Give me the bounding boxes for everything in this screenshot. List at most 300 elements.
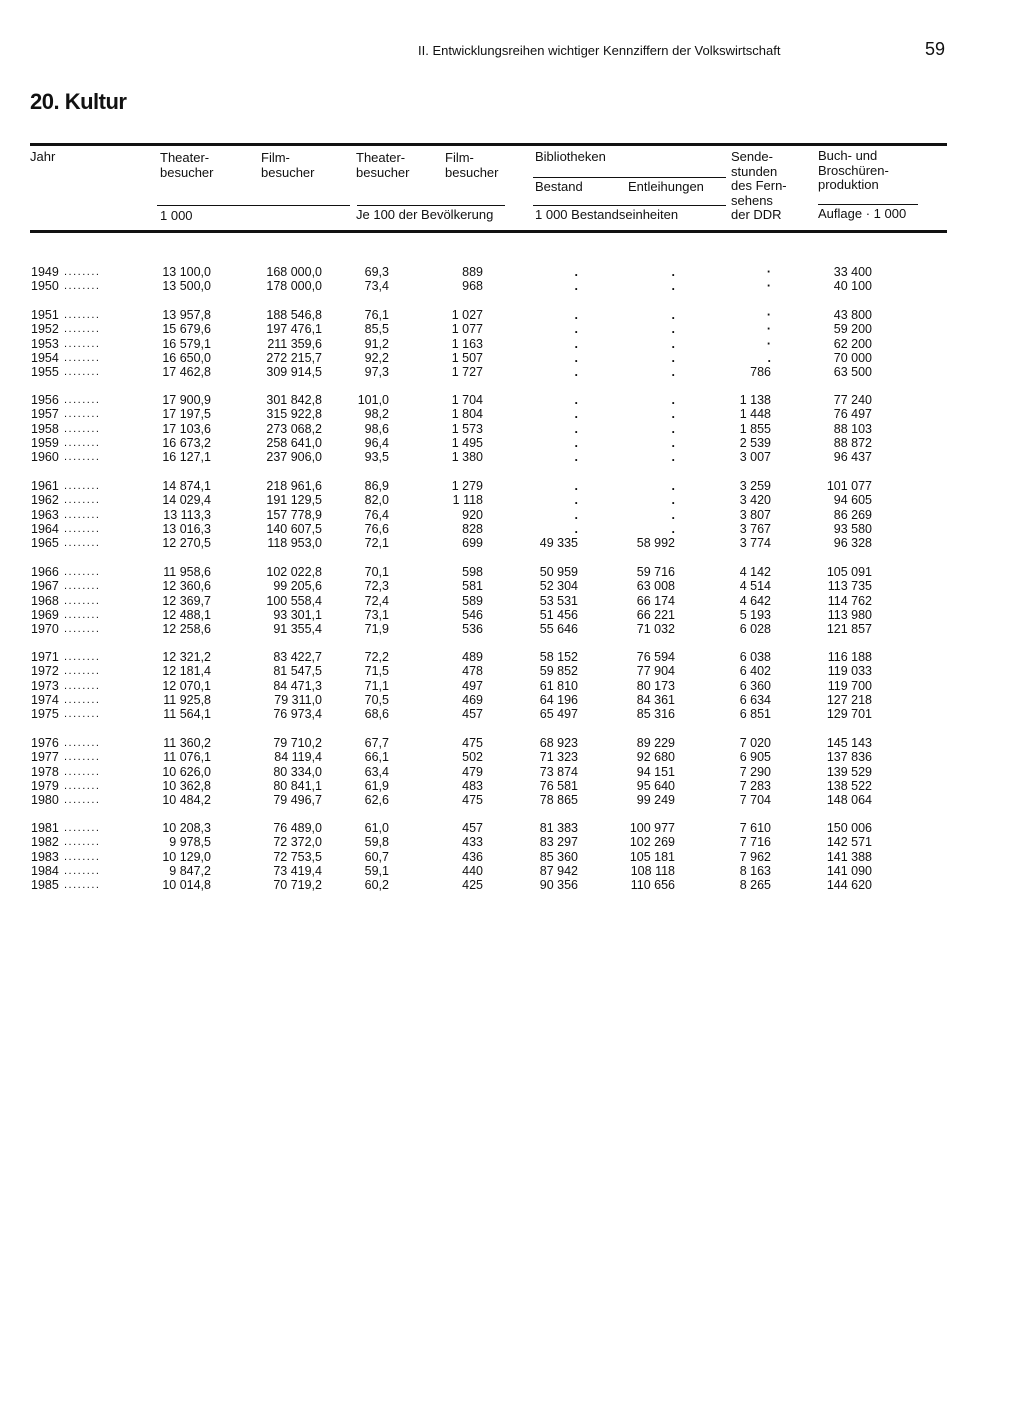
cell-theaterbesucher: 13 500,0 [162, 279, 211, 294]
cell-filmbesucher: 188 546,8 [266, 308, 322, 322]
header-line: Theater- [356, 150, 406, 165]
cell-filmbesucher-je100: 479 [462, 764, 483, 779]
cell-filmbesucher-je100: 598 [462, 565, 483, 579]
cell-bestand: . [574, 421, 578, 436]
cell-filmbesucher: 79 496,7 [273, 793, 322, 808]
cell-sendestunden: 3 807 [739, 507, 771, 522]
cell-bestand: . [574, 308, 578, 322]
cell-bestand: 68 923 [539, 736, 578, 750]
header-line: Film- [261, 150, 290, 165]
cell-filmbesucher-je100: 968 [462, 279, 483, 294]
cell-filmbesucher: 191 129,5 [266, 493, 322, 508]
cell-jahr: 1965 [31, 536, 59, 551]
cell-filmbesucher-je100: 536 [462, 622, 483, 637]
cell-filmbesucher-je100: 1 118 [452, 493, 483, 508]
cell-jahr: 1957 [31, 407, 59, 422]
table-row [0, 650, 1024, 664]
cell-theaterbesucher: 14 874,1 [162, 479, 211, 493]
cell-buchproduktion: 142 571 [826, 835, 872, 850]
leader-dots: ........ [64, 836, 101, 849]
cell-bestand: 58 152 [539, 650, 578, 664]
cell-theaterbesucher-je100: 92,2 [364, 350, 389, 365]
cell-buchproduktion: 88 872 [833, 435, 872, 450]
cell-jahr: 1951 [31, 308, 59, 322]
cell-theaterbesucher-je100: 62,6 [364, 793, 389, 808]
cell-theaterbesucher-je100: 66,1 [364, 750, 389, 765]
leader-dots: ........ [64, 580, 101, 593]
cell-filmbesucher-je100: 1 495 [451, 435, 483, 450]
cell-filmbesucher: 84 471,3 [273, 678, 322, 693]
cell-theaterbesucher: 17 462,8 [162, 365, 211, 380]
cell-buchproduktion: 114 762 [827, 593, 872, 608]
header-line: produktion [818, 177, 879, 192]
cell-theaterbesucher-je100: 85,5 [364, 322, 389, 337]
leader-dots: ........ [64, 451, 101, 464]
cell-filmbesucher-je100: 475 [462, 793, 483, 808]
cell-entleihungen: . [671, 521, 675, 536]
table-row [0, 450, 1024, 464]
cell-entleihungen: 95 640 [636, 778, 675, 793]
cell-filmbesucher: 100 558,4 [266, 593, 322, 608]
cell-jahr: 1962 [31, 493, 59, 508]
cell-entleihungen: 84 361 [636, 692, 675, 707]
cell-jahr: 1970 [31, 622, 59, 637]
leader-dots: ........ [64, 436, 101, 449]
cell-filmbesucher-je100: 457 [462, 821, 483, 835]
table-row [0, 594, 1024, 608]
cell-sendestunden: 6 028 [739, 622, 771, 637]
leader-dots: ........ [64, 351, 101, 364]
leader-dots: ........ [64, 708, 101, 721]
leader-dots: ........ [64, 794, 101, 807]
cell-filmbesucher-je100: 1 573 [451, 421, 483, 436]
cell-buchproduktion: 137 836 [826, 750, 872, 765]
cell-theaterbesucher: 13 016,3 [162, 521, 211, 536]
cell-sendestunden: 6 360 [739, 678, 771, 693]
cell-theaterbesucher: 16 127,1 [162, 450, 211, 465]
cell-theaterbesucher: 10 626,0 [162, 764, 211, 779]
cell-bestand: 71 323 [539, 750, 578, 765]
cell-sendestunden: · [766, 265, 771, 279]
cell-theaterbesucher-je100: 86,9 [364, 479, 389, 493]
cell-theaterbesucher-je100: 59,1 [364, 863, 389, 878]
header-line: Theater- [160, 150, 210, 165]
cell-sendestunden: · [766, 322, 771, 337]
unit-auflage: Auflage · 1 000 [818, 206, 907, 221]
cell-filmbesucher: 76 973,4 [273, 707, 322, 722]
year-group [0, 393, 1024, 464]
cell-entleihungen: 66 174 [636, 593, 675, 608]
cell-bestand: . [574, 350, 578, 365]
header-line: besucher [160, 164, 214, 180]
cell-theaterbesucher: 11 076,1 [163, 750, 211, 765]
table-row [0, 779, 1024, 793]
leader-dots: ........ [64, 864, 101, 877]
cell-bestand: 49 335 [539, 536, 578, 551]
cell-jahr: 1985 [31, 878, 59, 893]
cell-filmbesucher: 83 422,7 [273, 650, 322, 664]
cell-filmbesucher: 99 205,6 [273, 579, 322, 594]
cell-theaterbesucher-je100: 71,1 [364, 678, 389, 693]
cell-entleihungen: 99 249 [636, 793, 675, 808]
cell-sendestunden: 1 448 [739, 407, 771, 422]
cell-filmbesucher-je100: 433 [462, 835, 483, 850]
table-row [0, 279, 1024, 293]
cell-bestand: . [574, 479, 578, 493]
cell-buchproduktion: 145 143 [826, 736, 872, 750]
cell-jahr: 1979 [31, 778, 59, 793]
cell-filmbesucher-je100: 440 [462, 863, 483, 878]
cell-filmbesucher: 118 953,0 [267, 536, 322, 551]
cell-filmbesucher: 79 311,0 [274, 692, 322, 707]
cell-jahr: 1958 [31, 421, 59, 436]
cell-theaterbesucher-je100: 91,2 [364, 336, 389, 351]
cell-jahr: 1953 [31, 336, 59, 351]
cell-bestand: 50 959 [539, 565, 578, 579]
cell-theaterbesucher: 11 564,1 [163, 707, 211, 722]
cell-filmbesucher: 93 301,1 [273, 607, 322, 622]
cell-sendestunden: 3 007 [739, 450, 771, 465]
cell-theaterbesucher: 10 362,8 [162, 778, 211, 793]
cell-filmbesucher-je100: 489 [462, 650, 483, 664]
cell-entleihungen: 71 032 [636, 622, 675, 637]
cell-entleihungen: . [671, 322, 675, 337]
cell-bestand: . [574, 322, 578, 337]
cell-theaterbesucher-je100: 63,4 [364, 764, 389, 779]
cell-jahr: 1977 [31, 750, 59, 765]
leader-dots: ........ [64, 280, 101, 293]
table-row [0, 351, 1024, 365]
cell-bestand: 81 383 [539, 821, 578, 835]
cell-filmbesucher: 168 000,0 [266, 265, 322, 279]
cell-buchproduktion: 116 188 [827, 650, 872, 664]
table-row [0, 664, 1024, 678]
cell-theaterbesucher-je100: 76,1 [364, 308, 389, 322]
cell-buchproduktion: 127 218 [826, 692, 872, 707]
cell-theaterbesucher: 12 369,7 [162, 593, 211, 608]
cell-filmbesucher: 315 922,8 [266, 407, 322, 422]
cell-bestand: . [574, 336, 578, 351]
cell-entleihungen: . [671, 493, 675, 508]
header-line: besucher [261, 164, 315, 180]
table-row [0, 850, 1024, 864]
cell-theaterbesucher: 12 488,1 [162, 607, 211, 622]
cell-bestand: 59 852 [539, 664, 578, 679]
cell-jahr: 1973 [31, 678, 59, 693]
leader-dots: ........ [64, 266, 101, 278]
cell-filmbesucher: 91 355,4 [273, 622, 322, 637]
cell-buchproduktion: 77 240 [833, 393, 872, 407]
cell-filmbesucher-je100: 1 027 [451, 308, 483, 322]
cell-filmbesucher: 237 906,0 [266, 450, 322, 465]
cell-filmbesucher: 80 334,0 [273, 764, 322, 779]
cell-filmbesucher-je100: 699 [462, 536, 483, 551]
cell-filmbesucher: 72 372,0 [273, 835, 322, 850]
leader-dots: ........ [64, 366, 101, 379]
section-title: 20. Kultur [30, 89, 127, 114]
cell-theaterbesucher-je100: 93,5 [364, 450, 389, 465]
cell-bestand: 85 360 [539, 849, 578, 864]
cell-sendestunden: 3 774 [739, 536, 771, 551]
header-line: besucher [445, 164, 499, 180]
cell-theaterbesucher: 9 847,2 [169, 863, 211, 878]
cell-theaterbesucher-je100: 72,1 [364, 536, 389, 551]
cell-entleihungen: . [671, 279, 675, 294]
cell-buchproduktion: 70 000 [833, 350, 872, 365]
leader-dots: ........ [64, 309, 101, 321]
cell-sendestunden: 8 265 [739, 878, 771, 893]
leader-dots: ........ [64, 537, 101, 550]
cell-filmbesucher-je100: 425 [462, 878, 483, 893]
cell-jahr: 1961 [31, 479, 59, 493]
cell-jahr: 1983 [31, 849, 59, 864]
cell-jahr: 1952 [31, 322, 59, 337]
cell-filmbesucher: 301 842,8 [266, 393, 322, 407]
table-row [0, 393, 1024, 407]
table-row [0, 835, 1024, 849]
cell-buchproduktion: 148 064 [826, 793, 872, 808]
cell-jahr: 1959 [31, 435, 59, 450]
cell-entleihungen: . [671, 265, 675, 279]
cell-jahr: 1971 [31, 650, 59, 664]
cell-theaterbesucher: 11 925,8 [163, 692, 211, 707]
cell-filmbesucher-je100: 1 507 [451, 350, 483, 365]
cell-theaterbesucher-je100: 96,4 [364, 435, 389, 450]
leader-dots: ........ [64, 394, 101, 406]
cell-jahr: 1968 [31, 593, 59, 608]
leader-dots: ........ [64, 337, 101, 350]
leader-dots: ........ [64, 765, 101, 778]
cell-filmbesucher: 76 489,0 [273, 821, 322, 835]
leader-dots: ........ [64, 566, 101, 578]
cell-theaterbesucher: 11 958,6 [163, 565, 211, 579]
table-row [0, 536, 1024, 550]
cell-filmbesucher-je100: 828 [462, 521, 483, 536]
cell-theaterbesucher: 12 321,2 [162, 650, 211, 664]
cell-theaterbesucher-je100: 73,4 [364, 279, 389, 294]
table-row [0, 522, 1024, 536]
cell-sendestunden: 3 767 [739, 521, 771, 536]
cell-theaterbesucher-je100: 70,1 [364, 565, 389, 579]
cell-filmbesucher-je100: 478 [462, 664, 483, 679]
cell-theaterbesucher-je100: 61,9 [364, 778, 389, 793]
cell-theaterbesucher-je100: 61,0 [364, 821, 389, 835]
cell-filmbesucher-je100: 436 [462, 849, 483, 864]
cell-filmbesucher: 140 607,5 [266, 521, 322, 536]
leader-dots: ........ [64, 623, 101, 636]
cell-bestand: 87 942 [539, 863, 578, 878]
cell-bestand: 61 810 [539, 678, 578, 693]
cell-buchproduktion: 138 522 [826, 778, 872, 793]
cell-jahr: 1966 [31, 565, 59, 579]
cell-sendestunden: 786 [750, 365, 771, 380]
cell-sendestunden: 6 038 [739, 650, 771, 664]
cell-bestand: 64 196 [539, 692, 578, 707]
cell-theaterbesucher: 12 070,1 [162, 678, 211, 693]
cell-sendestunden: 6 634 [739, 692, 771, 707]
header-entleihungen: Entleihungen [628, 179, 704, 194]
cell-filmbesucher: 84 119,4 [274, 750, 322, 765]
cell-jahr: 1984 [31, 863, 59, 878]
cell-sendestunden: . [767, 350, 771, 365]
cell-theaterbesucher: 17 197,5 [162, 407, 211, 422]
cell-entleihungen: . [671, 421, 675, 436]
cell-bestand: . [574, 493, 578, 508]
cell-filmbesucher: 309 914,5 [266, 365, 322, 380]
leader-dots: ........ [64, 508, 101, 521]
cell-buchproduktion: 141 090 [826, 863, 872, 878]
cell-sendestunden: 7 290 [739, 764, 771, 779]
cell-entleihungen: . [671, 407, 675, 422]
cell-buchproduktion: 139 529 [826, 764, 872, 779]
table-row [0, 265, 1024, 279]
unit-bestandseinheiten: 1 000 Bestandseinheiten [535, 207, 679, 222]
cell-entleihungen: . [671, 393, 675, 407]
cell-theaterbesucher-je100: 60,7 [364, 849, 389, 864]
cell-entleihungen: 89 229 [636, 736, 675, 750]
cell-entleihungen: 108 118 [630, 863, 675, 878]
cell-buchproduktion: 40 100 [833, 279, 872, 294]
cell-sendestunden: 5 193 [739, 607, 771, 622]
table-row [0, 337, 1024, 351]
cell-filmbesucher-je100: 920 [462, 507, 483, 522]
cell-jahr: 1980 [31, 793, 59, 808]
cell-theaterbesucher-je100: 72,2 [364, 650, 389, 664]
cell-buchproduktion: 113 980 [827, 607, 872, 622]
cell-filmbesucher-je100: 1 704 [451, 393, 483, 407]
year-group [0, 565, 1024, 636]
leader-dots: ........ [64, 665, 101, 678]
cell-bestand: 73 874 [539, 764, 578, 779]
cell-buchproduktion: 129 701 [826, 707, 872, 722]
cell-buchproduktion: 96 328 [833, 536, 872, 551]
cell-jahr: 1950 [31, 279, 59, 294]
cell-filmbesucher: 258 641,0 [266, 435, 322, 450]
cell-buchproduktion: 63 500 [833, 365, 872, 380]
cell-bestand: 76 581 [539, 778, 578, 793]
cell-jahr: 1964 [31, 521, 59, 536]
leader-dots: ........ [64, 737, 101, 749]
cell-filmbesucher-je100: 475 [462, 736, 483, 750]
cell-entleihungen: . [671, 450, 675, 465]
cell-buchproduktion: 144 620 [826, 878, 872, 893]
cell-jahr: 1956 [31, 393, 59, 407]
cell-entleihungen: 100 977 [629, 821, 675, 835]
cell-jahr: 1975 [31, 707, 59, 722]
year-group [0, 650, 1024, 721]
cell-sendestunden: 7 610 [739, 821, 771, 835]
cell-filmbesucher-je100: 1 804 [451, 407, 483, 422]
leader-dots: ........ [64, 522, 101, 535]
leader-dots: ........ [64, 608, 101, 621]
cell-sendestunden: · [766, 308, 771, 322]
cell-filmbesucher-je100: 1 727 [451, 365, 483, 380]
cell-theaterbesucher: 15 679,6 [162, 322, 211, 337]
cell-theaterbesucher-je100: 97,3 [364, 365, 389, 380]
leader-dots: ........ [64, 480, 101, 492]
cell-theaterbesucher: 12 360,6 [162, 579, 211, 594]
cell-entleihungen: . [671, 479, 675, 493]
year-group [0, 308, 1024, 379]
table-row [0, 793, 1024, 807]
cell-theaterbesucher-je100: 82,0 [364, 493, 389, 508]
leader-dots: ........ [64, 879, 101, 892]
cell-buchproduktion: 59 200 [833, 322, 872, 337]
cell-buchproduktion: 96 437 [833, 450, 872, 465]
cell-sendestunden: 7 962 [739, 849, 771, 864]
cell-bestand: . [574, 407, 578, 422]
cell-theaterbesucher-je100: 101,0 [357, 393, 389, 407]
leader-dots: ........ [64, 779, 101, 792]
cell-theaterbesucher: 16 650,0 [162, 350, 211, 365]
cell-buchproduktion: 62 200 [833, 336, 872, 351]
cell-filmbesucher: 70 719,2 [273, 878, 322, 893]
cell-theaterbesucher-je100: 98,6 [364, 421, 389, 436]
cell-sendestunden: 1 138 [739, 393, 771, 407]
cell-theaterbesucher: 12 270,5 [162, 536, 211, 551]
cell-entleihungen: . [671, 336, 675, 351]
cell-sendestunden: 7 716 [739, 835, 771, 850]
cell-sendestunden: 6 851 [739, 707, 771, 722]
cell-filmbesucher-je100: 483 [462, 778, 483, 793]
table-row [0, 479, 1024, 493]
cell-theaterbesucher: 13 957,8 [162, 308, 211, 322]
cell-jahr: 1969 [31, 607, 59, 622]
cell-theaterbesucher-je100: 72,3 [364, 579, 389, 594]
cell-bestand: . [574, 521, 578, 536]
cell-bestand: . [574, 393, 578, 407]
cell-bestand: 53 531 [539, 593, 578, 608]
leader-dots: ........ [64, 408, 101, 421]
year-group [0, 821, 1024, 892]
cell-entleihungen: 76 594 [636, 650, 675, 664]
table-row [0, 407, 1024, 421]
cell-sendestunden: · [766, 279, 771, 294]
table-row [0, 750, 1024, 764]
cell-theaterbesucher: 9 978,5 [169, 835, 211, 850]
cell-filmbesucher: 79 710,2 [273, 736, 322, 750]
cell-sendestunden: 7 283 [739, 778, 771, 793]
cell-filmbesucher: 81 547,5 [273, 664, 322, 679]
leader-dots: ........ [64, 679, 101, 692]
table-row [0, 679, 1024, 693]
header-line: besucher [356, 164, 410, 180]
leader-dots: ........ [64, 822, 101, 834]
table-row [0, 436, 1024, 450]
table-row [0, 765, 1024, 779]
cell-filmbesucher: 211 359,6 [267, 336, 322, 351]
cell-entleihungen: 105 181 [629, 849, 675, 864]
cell-bestand: 51 456 [539, 607, 578, 622]
cell-bestand: 83 297 [539, 835, 578, 850]
cell-bestand: 78 865 [539, 793, 578, 808]
cell-theaterbesucher: 10 129,0 [162, 849, 211, 864]
header-line: sehens [731, 192, 773, 208]
cell-jahr: 1949 [31, 265, 59, 279]
cell-theaterbesucher-je100: 76,6 [364, 521, 389, 536]
cell-theaterbesucher: 14 029,4 [162, 493, 211, 508]
year-group [0, 479, 1024, 550]
cell-theaterbesucher: 13 100,0 [162, 265, 211, 279]
cell-theaterbesucher-je100: 98,2 [364, 407, 389, 422]
cell-buchproduktion: 150 006 [826, 821, 872, 835]
cell-theaterbesucher-je100: 76,4 [364, 507, 389, 522]
cell-theaterbesucher: 10 208,3 [162, 821, 211, 835]
cell-theaterbesucher: 11 360,2 [163, 736, 211, 750]
cell-theaterbesucher-je100: 73,1 [364, 607, 389, 622]
header-line: Buch- und [818, 148, 878, 163]
leader-dots: ........ [64, 850, 101, 863]
